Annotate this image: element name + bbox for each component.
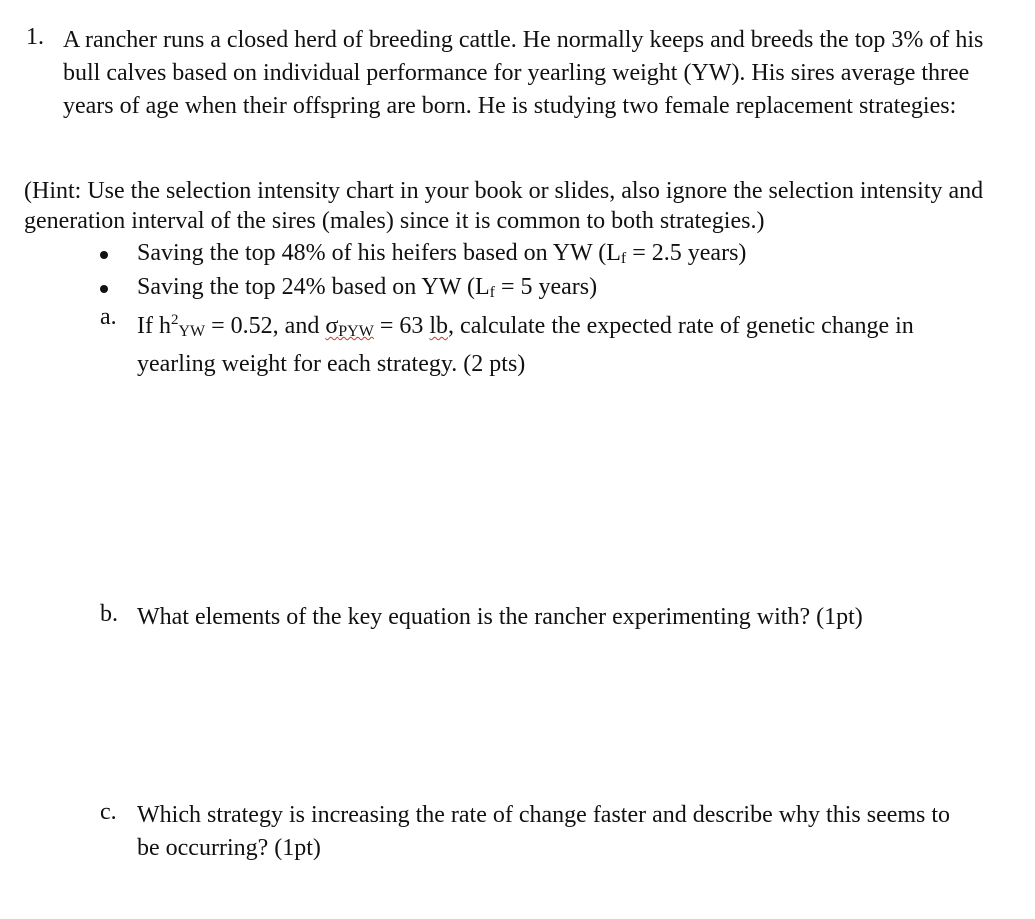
bullet-icon (100, 251, 108, 259)
part-c-text: Which strategy is increasing the rate of change faster and describe why this seems to be occurring? (1pt) (137, 802, 951, 861)
hint-text: (Hint: Use the selection intensity chart in your book or slides, also ignore the selection intensity and generation interval of the sires (males) since it is common to both strategies.) (24, 178, 984, 234)
part-b-label: b. (100, 601, 118, 627)
bullet-icon (100, 285, 108, 293)
sigma-symbol: σPYW (325, 313, 374, 340)
part-a-text: If $h^2YW = 0.52$, and σPYW = 63 lb, calculate the expected rate of genetic change in yearling weight for each strategy. (2 pts) (137, 312, 914, 377)
strategy-text: Saving the top 24% based on YW (Lf = 5 years) (137, 274, 598, 301)
part-b-text: What elements of the key equation is the rancher experimenting with? (1pt) (137, 604, 863, 630)
part-c-label: c. (100, 799, 117, 825)
question-number: 1. (26, 24, 44, 50)
strategy-text: Saving the top 48% of his heifers based on YW (Lf = 2.5 years) (137, 240, 747, 267)
question-text: A rancher runs a closed herd of breeding cattle. He normally keeps and breeds the top 3% of his bull calves based on individual performance for yearling weight (YW). His sires average three years of age when their offspring are born. He is studying two female replacement strategies: (63, 27, 984, 119)
part-a-label: a. (100, 304, 117, 330)
